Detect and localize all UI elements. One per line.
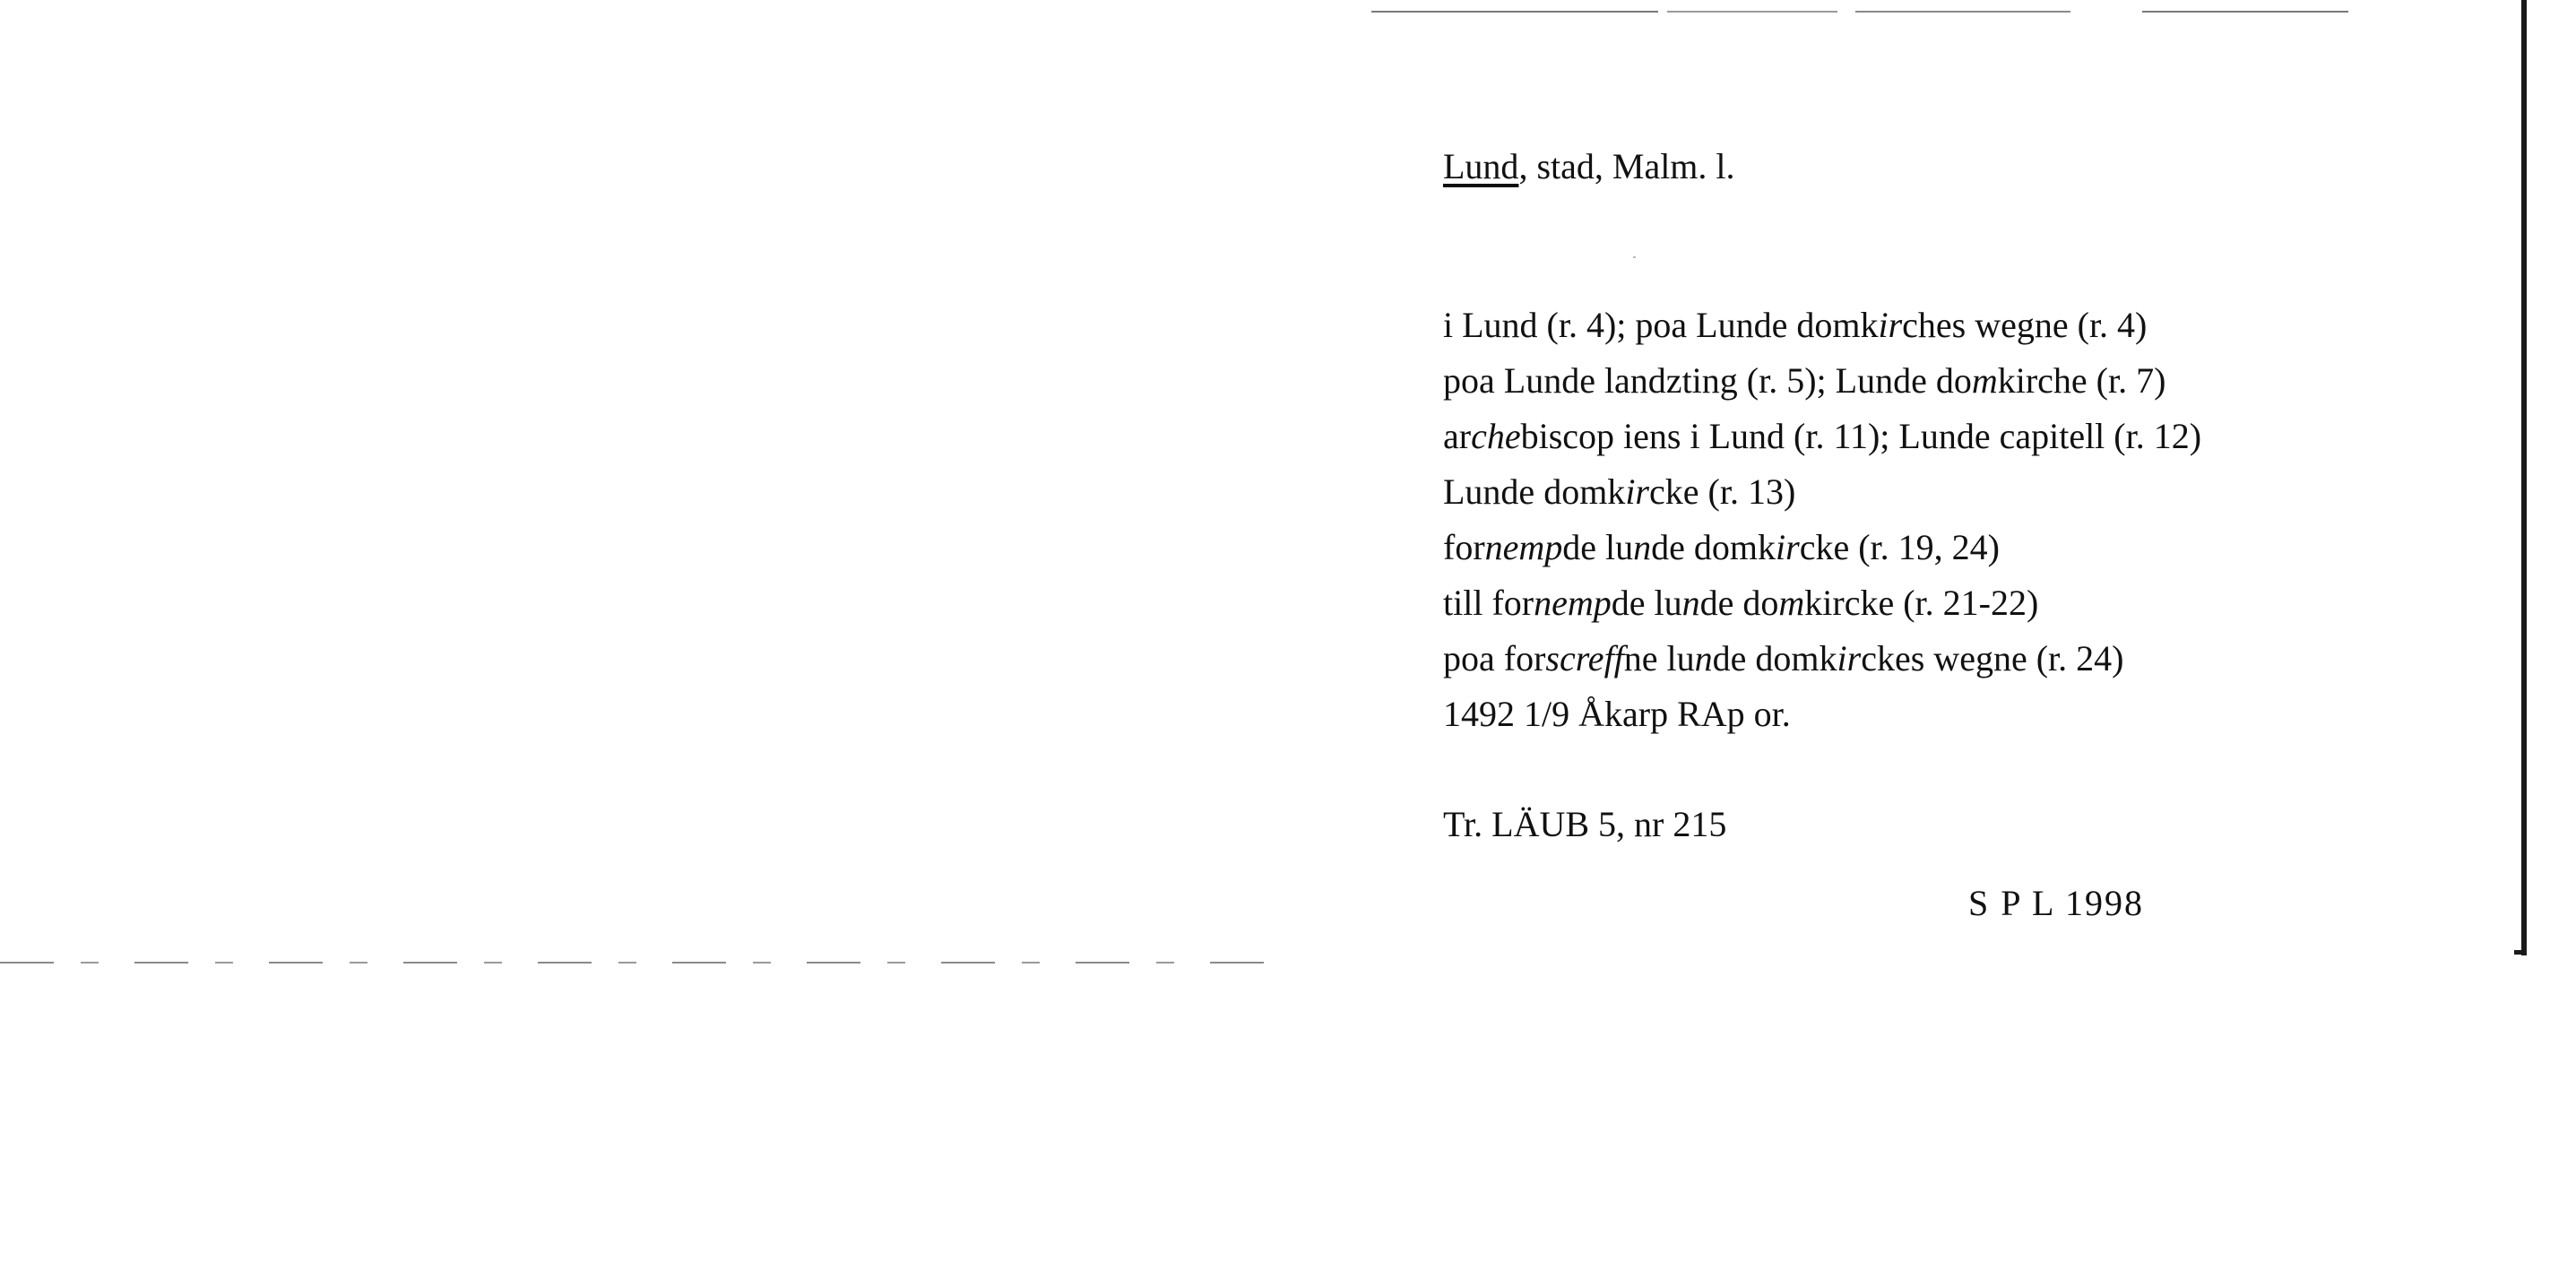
citation-text: 1492 1/9 Åkarp RAp or. [1443, 694, 1791, 734]
scan-edge-line-bottom [0, 962, 1264, 964]
expanded-abbreviation: n [1694, 638, 1713, 678]
citation-text: ckes wegne (r. 24) [1861, 638, 2124, 678]
citation-text: poa Lunde landzting (r. 5); Lunde do [1443, 360, 1972, 401]
citation-text: de do [1699, 583, 1779, 623]
index-card [1443, 143, 2519, 848]
citation-list [1443, 298, 2519, 742]
expanded-abbreviation: screff [1545, 638, 1624, 678]
expanded-abbreviation: n [1633, 527, 1652, 567]
expanded-abbreviation: nemp [1484, 527, 1563, 567]
citation-text: biscop iens i Lund (r. 11); Lunde capitell (r. 12) [1520, 416, 2202, 456]
expanded-abbreviation: m [1971, 360, 1998, 401]
citation-line [1443, 464, 2519, 520]
citation-text: de domk [1651, 527, 1776, 567]
citation-text: kirche (r. 7) [1997, 360, 2166, 401]
citation-line [1443, 631, 2519, 687]
citation-line [1443, 298, 2519, 353]
expanded-abbreviation: ir [1837, 638, 1862, 678]
expanded-abbreviation: n [1681, 583, 1700, 623]
citation-text: ches wegne (r. 4) [1902, 305, 2148, 345]
citation-line [1443, 575, 2519, 631]
heading-rest: , stad, Malm. l. [1518, 146, 1735, 186]
citation-text: Lunde domk [1443, 471, 1626, 512]
citation-text: cke (r. 13) [1649, 471, 1796, 512]
expanded-abbreviation: ir [1776, 527, 1800, 567]
citation-line [1443, 409, 2519, 464]
citation-text: de lu [1562, 527, 1634, 567]
citation-text: de lu [1611, 583, 1682, 623]
card-edge-bar [2521, 0, 2527, 955]
expanded-abbreviation: che [1471, 416, 1521, 456]
citation-line [1443, 353, 2519, 409]
citation-text: poa for [1443, 638, 1546, 678]
citation-text: till for [1443, 583, 1534, 623]
scan-edge-line-top [1371, 11, 2348, 13]
citation-line [1443, 687, 2519, 742]
citation-text: kircke (r. 21-22) [1804, 583, 2039, 623]
card-edge-bar-foot [2514, 950, 2527, 955]
citation-text: de domk [1712, 638, 1837, 678]
citation-text: ar [1443, 416, 1472, 456]
signature-initials-year: S P L 1998 [1968, 883, 2144, 923]
citation-text: ne lu [1623, 638, 1695, 678]
expanded-abbreviation: ir [1878, 305, 1903, 345]
source-reference: Tr. LÄUB 5, nr 215 [1443, 804, 1727, 844]
expanded-abbreviation: ir [1625, 471, 1649, 512]
citation-text: cke (r. 19, 24) [1799, 527, 2000, 567]
expanded-abbreviation: nemp [1534, 583, 1612, 623]
citation-line [1443, 520, 2519, 575]
card-heading [1443, 143, 2519, 190]
heading-place-name: Lund [1443, 146, 1519, 186]
citation-text: for [1443, 527, 1485, 567]
expanded-abbreviation: m [1778, 583, 1805, 623]
citation-text: i Lund (r. 4); poa Lunde domk [1443, 305, 1879, 345]
